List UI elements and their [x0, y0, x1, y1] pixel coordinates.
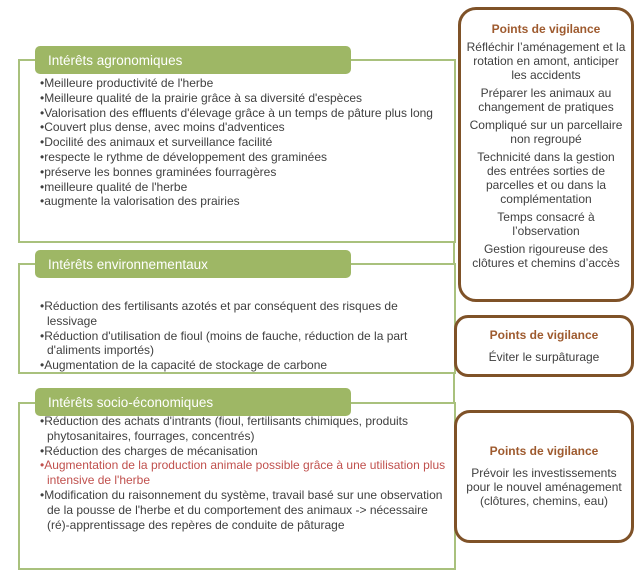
section-title: Intérêts environnementaux [48, 256, 208, 272]
vigilance-box-environmental [454, 315, 634, 377]
bullet-list-socioeconomic [40, 414, 452, 532]
vigilance-title: Points de vigilance [489, 327, 599, 342]
bullet-item: • meilleure qualité de l'herbe [40, 180, 450, 195]
vigilance-title: Points de vigilance [489, 444, 599, 458]
bullet-item: • Modification du raisonnement du système, travail basé sur une observation de la pousse de l'herbe et du comportement des animaux -> nécessaire (ré)-apprentissage des repères de conduite de pâturage [40, 488, 452, 532]
vigilance-item: Préparer les animaux au changement de pratiques [478, 86, 614, 114]
bullet-item: • Augmentation de la capacité de stockage de carbone [40, 358, 450, 373]
bullet-item: • Valorisation des effluents d'élevage grâce à un temps de pâture plus long [40, 106, 450, 121]
vigilance-item: Éviter le surpâturage [488, 349, 600, 364]
bullet-list-environmental [40, 299, 450, 373]
vigilance-item: Technicité dans la gestion des entrées sorties de parcelles et ou dans la complémentation [477, 150, 615, 206]
vigilance-box-agronomic [458, 7, 634, 302]
vigilance-item: Temps consacré à l’observation [497, 210, 595, 238]
bullet-item: • Réduction des fertilisants azotés et par conséquent des risques de lessivage [40, 299, 450, 329]
bullet-item: • augmente la valorisation des prairies [40, 194, 450, 209]
bullet-item: • Réduction d'utilisation de fioul (moins de fauche, réduction de la part d'aliments importés) [40, 329, 450, 359]
section-header-agronomic [35, 46, 351, 74]
bullet-item: • respecte le rythme de développement des graminées [40, 150, 450, 165]
vigilance-item: Gestion rigoureuse des clôtures et chemins d’accès [472, 242, 620, 270]
bullet-item: • préserve les bonnes graminées fourragères [40, 165, 450, 180]
section-title: Intérêts socio-économiques [48, 394, 214, 410]
bullet-item-highlighted: • Augmentation de la production animale possible grâce à une utilisation plus intensive de l'herbe [40, 458, 452, 488]
bullet-item: • Meilleure productivité de l'herbe [40, 76, 450, 91]
bullet-item: • Couvert plus dense, avec moins d'adventices [40, 120, 450, 135]
bullet-item: • Docilité des animaux et surveillance facilité [40, 135, 450, 150]
bullet-item: • Réduction des achats d'intrants (fioul, fertilisants chimiques, produits phytosanitaires, fourrages, concentrés) [40, 414, 452, 444]
section-header-environmental [35, 250, 351, 278]
vigilance-item: Prévoir les investissements pour le nouvel aménagement (clôtures, chemins, eau) [466, 466, 622, 508]
section-header-socioeconomic [35, 388, 351, 416]
bullet-item: • Réduction des charges de mécanisation [40, 444, 452, 459]
vigilance-title: Points de vigilance [491, 22, 601, 36]
bullet-item: • Meilleure qualité de la prairie grâce à sa diversité d'espèces [40, 91, 450, 106]
section-title: Intérêts agronomiques [48, 52, 183, 68]
vigilance-box-socioeconomic [454, 410, 634, 543]
vigilance-item: Réfléchir l’aménagement et la rotation en amont, anticiper les accidents [466, 40, 626, 82]
vigilance-item: Compliqué sur un parcellaire non regroupé [469, 118, 623, 146]
bullet-list-agronomic [40, 76, 450, 209]
